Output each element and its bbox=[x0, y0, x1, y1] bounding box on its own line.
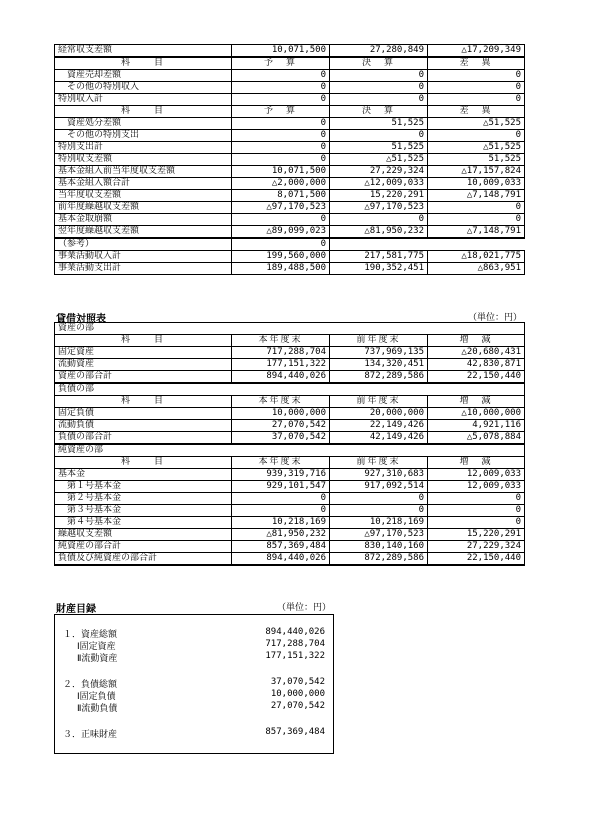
cell-value: 22,149,426 bbox=[330, 420, 428, 432]
inventory-value: 10,000,000 bbox=[270, 689, 325, 699]
table-row bbox=[55, 553, 525, 566]
cell-value: 0 bbox=[428, 82, 525, 94]
cell-value: △81,950,232 bbox=[232, 529, 330, 541]
cell-value: △12,009,033 bbox=[330, 178, 428, 190]
cell-value: 177,151,322 bbox=[232, 359, 330, 371]
inventory-row bbox=[55, 689, 333, 701]
column-header: 予 算 bbox=[232, 106, 330, 118]
column-header: 増 減 bbox=[428, 396, 525, 408]
inventory-label: Ⅱ流動資産 bbox=[77, 654, 118, 664]
cell-value: 15,220,291 bbox=[330, 190, 428, 202]
table-row bbox=[55, 166, 525, 178]
column-header-subject: 科 目 bbox=[55, 335, 232, 347]
balance-sheet-unit: （単位：円） bbox=[468, 313, 523, 323]
table-row bbox=[55, 444, 525, 457]
cell-value: 10,071,500 bbox=[232, 45, 330, 58]
cell-value: 51,525 bbox=[330, 118, 428, 130]
row-label: 基本金取崩額 bbox=[55, 214, 232, 226]
cell-value: 0 bbox=[232, 493, 330, 505]
row-label: 当年度収支差額 bbox=[55, 190, 232, 202]
cell-value: 0 bbox=[428, 202, 525, 214]
column-header: 差 異 bbox=[428, 57, 525, 70]
cell-value: △17,209,349 bbox=[428, 45, 525, 58]
table-row bbox=[55, 202, 525, 214]
table-row bbox=[55, 94, 525, 106]
cell-value: 0 bbox=[232, 154, 330, 166]
table-row bbox=[55, 154, 525, 166]
row-label: 特別収入計 bbox=[55, 94, 232, 106]
cell-value: 0 bbox=[428, 94, 525, 106]
cell-value: 12,009,033 bbox=[428, 481, 525, 493]
cell-value: △89,099,023 bbox=[232, 226, 330, 239]
cell-value: 199,560,000 bbox=[232, 251, 330, 263]
row-label: 第４号基本金 bbox=[55, 517, 232, 529]
column-header: 決 算 bbox=[330, 106, 428, 118]
table-row bbox=[55, 214, 525, 226]
cell-value: 0 bbox=[330, 130, 428, 142]
row-label: その他の特別支出 bbox=[55, 130, 232, 142]
row-label: 特別収支差額 bbox=[55, 154, 232, 166]
cell-value: 22,150,440 bbox=[428, 553, 525, 566]
row-label: 基本金 bbox=[55, 469, 232, 481]
cell-value bbox=[330, 238, 428, 251]
column-header: 前年度末 bbox=[330, 457, 428, 469]
cell-value: 0 bbox=[232, 238, 330, 251]
cell-value: 0 bbox=[428, 517, 525, 529]
cell-value: △51,525 bbox=[330, 154, 428, 166]
cell-value: 0 bbox=[330, 214, 428, 226]
inventory-value: 717,288,704 bbox=[265, 639, 325, 649]
row-label: 事業活動支出計 bbox=[55, 263, 232, 275]
section-label: 資産の部 bbox=[55, 323, 525, 335]
table-row bbox=[55, 263, 525, 275]
inventory-row bbox=[55, 677, 333, 689]
table-row bbox=[55, 106, 525, 118]
row-label: 事業活動収入計 bbox=[55, 251, 232, 263]
cell-value: 4,921,116 bbox=[428, 420, 525, 432]
table-row bbox=[55, 82, 525, 94]
cell-value: 10,009,033 bbox=[428, 178, 525, 190]
table-row bbox=[55, 45, 525, 58]
cell-value: △17,157,824 bbox=[428, 166, 525, 178]
cell-value: 51,525 bbox=[428, 154, 525, 166]
inventory-value: 177,151,322 bbox=[265, 651, 325, 661]
table-row bbox=[55, 371, 525, 384]
table-row bbox=[55, 408, 525, 420]
cell-value: 134,320,451 bbox=[330, 359, 428, 371]
row-label: 負債及び純資産の部合計 bbox=[55, 553, 232, 566]
cell-value: 0 bbox=[330, 505, 428, 517]
cell-value: △20,680,431 bbox=[428, 347, 525, 359]
row-label: 固定負債 bbox=[55, 408, 232, 420]
cell-value: 0 bbox=[232, 142, 330, 154]
inventory-unit: （単位：円） bbox=[277, 603, 332, 613]
cell-value: △97,170,523 bbox=[330, 202, 428, 214]
row-label: 負債の部合計 bbox=[55, 432, 232, 445]
row-label: 流動資産 bbox=[55, 359, 232, 371]
cell-value: 27,229,324 bbox=[330, 166, 428, 178]
balance-sheet-title: 貸借対照表 bbox=[56, 314, 106, 325]
cell-value: △97,170,523 bbox=[330, 529, 428, 541]
row-label: 繰越収支差額 bbox=[55, 529, 232, 541]
cell-value: 737,969,135 bbox=[330, 347, 428, 359]
table-row bbox=[55, 238, 525, 251]
balance-sheet-table bbox=[54, 322, 525, 566]
cell-value: 872,289,586 bbox=[330, 553, 428, 566]
cell-value: 10,000,000 bbox=[232, 408, 330, 420]
cell-value: △81,950,232 bbox=[330, 226, 428, 239]
cell-value: 0 bbox=[232, 214, 330, 226]
cell-value: 51,525 bbox=[330, 142, 428, 154]
cell-value: 929,101,547 bbox=[232, 481, 330, 493]
column-header: 前年度末 bbox=[330, 335, 428, 347]
column-header: 本年度末 bbox=[232, 396, 330, 408]
inventory-row bbox=[55, 639, 333, 651]
cell-value: △10,000,000 bbox=[428, 408, 525, 420]
cell-value: 27,229,324 bbox=[428, 541, 525, 553]
column-header: 前年度末 bbox=[330, 396, 428, 408]
cell-value: 42,149,426 bbox=[330, 432, 428, 445]
column-header-subject: 科 目 bbox=[55, 57, 232, 70]
cell-value: 917,092,514 bbox=[330, 481, 428, 493]
inventory-label: ２．負債総額 bbox=[63, 680, 118, 690]
cell-value: 0 bbox=[232, 94, 330, 106]
table-row bbox=[55, 517, 525, 529]
cell-value: 0 bbox=[330, 82, 428, 94]
cell-value: 857,369,484 bbox=[232, 541, 330, 553]
row-label: 翌年度繰越収支差額 bbox=[55, 226, 232, 239]
row-label: 第２号基本金 bbox=[55, 493, 232, 505]
row-label: 固定資産 bbox=[55, 347, 232, 359]
cell-value: 190,352,451 bbox=[330, 263, 428, 275]
inventory-row bbox=[55, 727, 333, 739]
cell-value: 894,440,026 bbox=[232, 371, 330, 384]
cell-value: △18,021,775 bbox=[428, 251, 525, 263]
row-label: 第３号基本金 bbox=[55, 505, 232, 517]
row-label: 純資産の部合計 bbox=[55, 541, 232, 553]
column-header-subject: 科 目 bbox=[55, 396, 232, 408]
cell-value: 42,830,871 bbox=[428, 359, 525, 371]
row-label: 経常収支差額 bbox=[55, 45, 232, 58]
table-row bbox=[55, 70, 525, 82]
column-header: 増 減 bbox=[428, 457, 525, 469]
inventory-label: ３．正味財産 bbox=[63, 730, 118, 740]
table-row bbox=[55, 469, 525, 481]
row-label: 第１号基本金 bbox=[55, 481, 232, 493]
income-table bbox=[54, 44, 525, 275]
row-label: 資産の部合計 bbox=[55, 371, 232, 384]
table-row bbox=[55, 493, 525, 505]
section-label: 純資産の部 bbox=[55, 444, 525, 457]
cell-value: △7,148,791 bbox=[428, 226, 525, 239]
cell-value: 27,070,542 bbox=[232, 420, 330, 432]
column-header: 増 減 bbox=[428, 335, 525, 347]
row-label: 前年度繰越収支差額 bbox=[55, 202, 232, 214]
table-row bbox=[55, 130, 525, 142]
table-row bbox=[55, 226, 525, 239]
table-row bbox=[55, 420, 525, 432]
column-header: 本年度末 bbox=[232, 335, 330, 347]
table-row bbox=[55, 541, 525, 553]
row-label: 資産売却差額 bbox=[55, 70, 232, 82]
table-row bbox=[55, 359, 525, 371]
cell-value: 37,070,542 bbox=[232, 432, 330, 445]
row-label: 特別支出計 bbox=[55, 142, 232, 154]
table-row bbox=[55, 142, 525, 154]
cell-value: 20,000,000 bbox=[330, 408, 428, 420]
cell-value: △97,170,523 bbox=[232, 202, 330, 214]
column-header: 差 異 bbox=[428, 106, 525, 118]
table-row bbox=[55, 457, 525, 469]
column-header-subject: 科 目 bbox=[55, 106, 232, 118]
cell-value: 0 bbox=[232, 505, 330, 517]
cell-value: △863,951 bbox=[428, 263, 525, 275]
column-header: 決 算 bbox=[330, 57, 428, 70]
table-row bbox=[55, 335, 525, 347]
cell-value: 717,288,704 bbox=[232, 347, 330, 359]
cell-value: 0 bbox=[232, 118, 330, 130]
table-row bbox=[55, 323, 525, 335]
section-label: 負債の部 bbox=[55, 383, 525, 396]
row-label: その他の特別収入 bbox=[55, 82, 232, 94]
inventory-title: 財産目録 bbox=[56, 604, 96, 615]
inventory-label: Ⅱ流動負債 bbox=[77, 704, 118, 714]
cell-value: 0 bbox=[428, 493, 525, 505]
column-header: 予 算 bbox=[232, 57, 330, 70]
table-row bbox=[55, 481, 525, 493]
inventory-row bbox=[55, 651, 333, 663]
table-row bbox=[55, 432, 525, 445]
cell-value: 0 bbox=[428, 70, 525, 82]
table-row bbox=[55, 396, 525, 408]
inventory-value: 27,070,542 bbox=[270, 701, 325, 711]
cell-value: 8,071,500 bbox=[232, 190, 330, 202]
table-row bbox=[55, 505, 525, 517]
table-row bbox=[55, 178, 525, 190]
inventory-label: Ⅰ固定負債 bbox=[77, 692, 116, 702]
cell-value: 0 bbox=[232, 70, 330, 82]
cell-value: △51,525 bbox=[428, 118, 525, 130]
inventory-label: １．資産総額 bbox=[63, 630, 118, 640]
row-label: 流動負債 bbox=[55, 420, 232, 432]
column-header-subject: 科 目 bbox=[55, 457, 232, 469]
table-row bbox=[55, 190, 525, 202]
table-row bbox=[55, 118, 525, 130]
cell-value: 894,440,026 bbox=[232, 553, 330, 566]
cell-value: 0 bbox=[232, 130, 330, 142]
row-label: 資産処分差額 bbox=[55, 118, 232, 130]
inventory-value: 894,440,026 bbox=[265, 627, 325, 637]
inventory-row bbox=[55, 701, 333, 713]
cell-value: 189,488,500 bbox=[232, 263, 330, 275]
table-row bbox=[55, 529, 525, 541]
cell-value: 0 bbox=[330, 493, 428, 505]
cell-value: 0 bbox=[330, 94, 428, 106]
cell-value: 27,280,849 bbox=[330, 45, 428, 58]
cell-value: 12,009,033 bbox=[428, 469, 525, 481]
row-label: （参考） bbox=[55, 238, 232, 251]
table-row bbox=[55, 383, 525, 396]
inventory-row bbox=[55, 627, 333, 639]
cell-value: 872,289,586 bbox=[330, 371, 428, 384]
inventory-value: 857,369,484 bbox=[265, 727, 325, 737]
inventory-label: Ⅰ固定資産 bbox=[77, 642, 116, 652]
column-header: 本年度末 bbox=[232, 457, 330, 469]
cell-value: 0 bbox=[428, 214, 525, 226]
cell-value: 0 bbox=[428, 130, 525, 142]
cell-value: 10,218,169 bbox=[330, 517, 428, 529]
cell-value: △7,148,791 bbox=[428, 190, 525, 202]
cell-value: 217,581,775 bbox=[330, 251, 428, 263]
row-label: 基本金組入前当年度収支差額 bbox=[55, 166, 232, 178]
cell-value: 0 bbox=[330, 70, 428, 82]
cell-value: 0 bbox=[428, 505, 525, 517]
cell-value: 830,140,160 bbox=[330, 541, 428, 553]
cell-value: 10,218,169 bbox=[232, 517, 330, 529]
cell-value bbox=[428, 238, 525, 251]
cell-value: △51,525 bbox=[428, 142, 525, 154]
table-row bbox=[55, 57, 525, 70]
cell-value: 15,220,291 bbox=[428, 529, 525, 541]
inventory-value: 37,070,542 bbox=[270, 677, 325, 687]
cell-value: 927,310,683 bbox=[330, 469, 428, 481]
table-row bbox=[55, 347, 525, 359]
cell-value: 22,150,440 bbox=[428, 371, 525, 384]
row-label: 基本金組入額合計 bbox=[55, 178, 232, 190]
cell-value: △5,078,884 bbox=[428, 432, 525, 445]
inventory-box bbox=[54, 614, 334, 754]
table-row bbox=[55, 251, 525, 263]
cell-value: 939,319,716 bbox=[232, 469, 330, 481]
cell-value: 10,071,500 bbox=[232, 166, 330, 178]
cell-value: △2,000,000 bbox=[232, 178, 330, 190]
cell-value: 0 bbox=[232, 82, 330, 94]
